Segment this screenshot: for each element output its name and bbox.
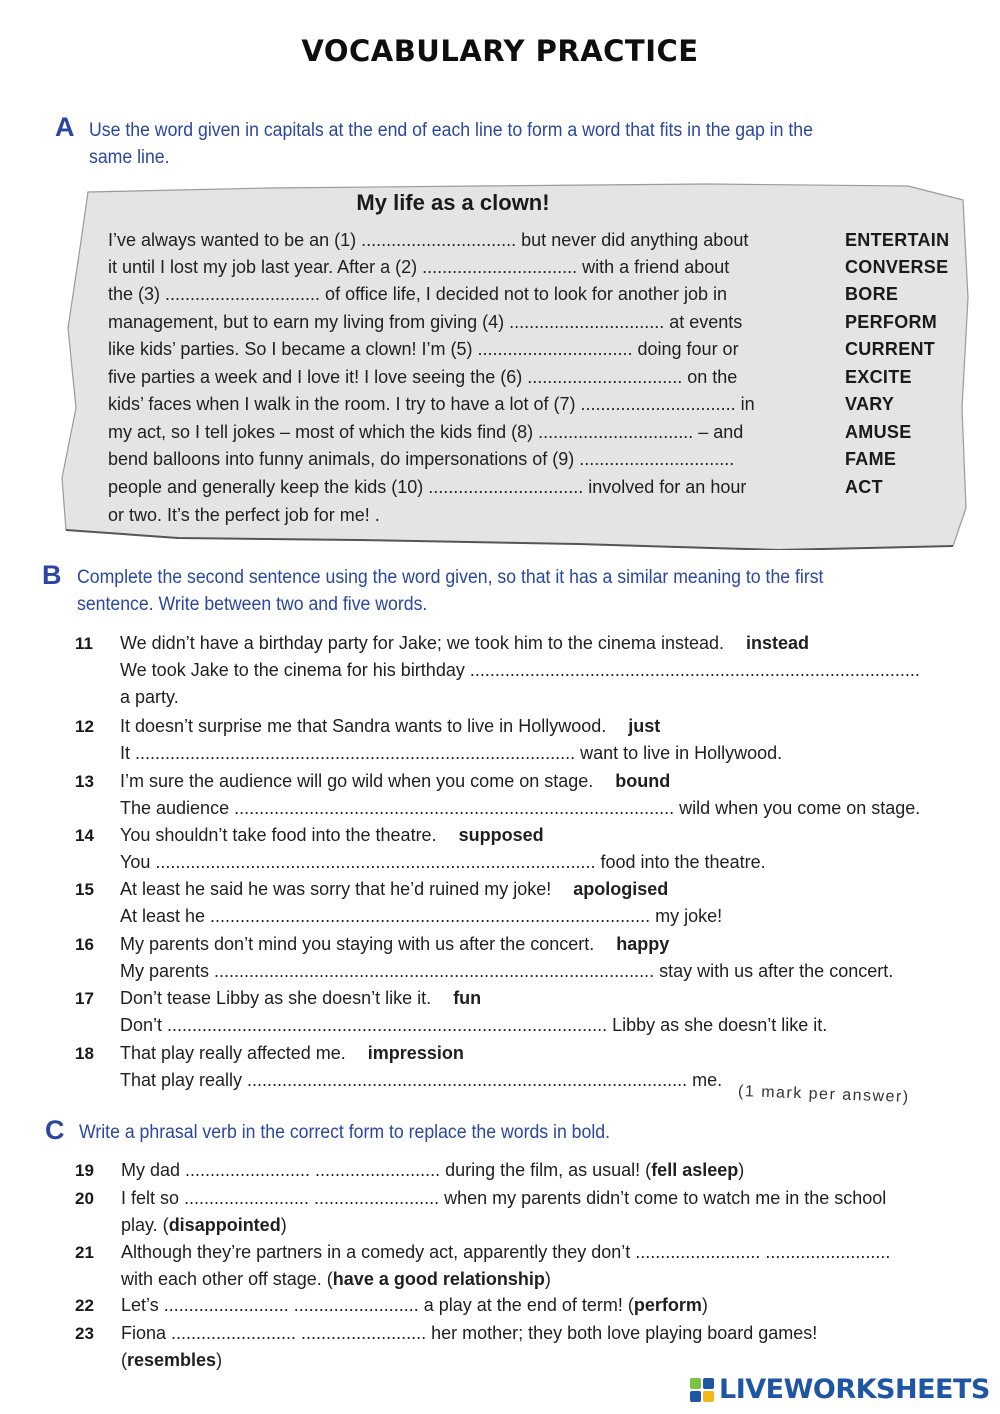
phrasal-verb-sentence-continued <box>121 1215 287 1236</box>
question-number: 14 <box>75 826 94 845</box>
question-number: 11 <box>75 634 93 653</box>
question-number: 13 <box>75 772 94 791</box>
closing-paren: ) <box>738 1160 745 1180</box>
original-sentence-text: It doesn’t surprise me that Sandra wants to live in Hollywood. <box>120 716 607 736</box>
answer-sentence[interactable]: My parents ........................................................................................ stay with us after the concert. <box>120 961 894 981</box>
answer-sentence[interactable]: Don’t ........................................................................................ Libby as she doesn’t like it. <box>120 1015 828 1035</box>
question-number: 23 <box>75 1324 94 1343</box>
key-word: apologised <box>573 879 669 899</box>
key-word: fun <box>453 988 482 1008</box>
original-sentence-text: You shouldn’t take food into the theatre. <box>120 825 437 845</box>
section-a-instruction-line1: Use the word given in capitals at the end of each line to form a word that fits in the gap in the <box>89 120 813 141</box>
sentence-text-continued: ( <box>121 1350 127 1370</box>
question-number: 17 <box>75 989 94 1008</box>
story-line: like kids’ parties. So I became a clown! I’m (5) ............................... doing four or <box>108 339 739 359</box>
question-number: 15 <box>75 880 94 899</box>
answer-sentence[interactable]: At least he ........................................................................................ my joke! <box>120 906 723 926</box>
capital-word: ENTERTAIN <box>845 230 950 250</box>
key-word: bound <box>615 771 671 791</box>
sentence-text-continued: with each other off stage. ( <box>121 1269 333 1289</box>
capital-word: BORE <box>845 284 899 304</box>
sentence-text: My dad ......................... ......................... during the film, as usual! ( <box>121 1160 652 1180</box>
section-c-letter: C <box>45 1115 65 1145</box>
capital-word: CONVERSE <box>845 257 949 277</box>
original-sentence <box>120 934 669 955</box>
answer-sentence[interactable]: The audience ........................................................................................ wild when you come on stage. <box>120 798 921 818</box>
story-line: my act, so I tell jokes – most of which the kids find (8) ............................... – and <box>108 422 744 442</box>
story-line: the (3) ............................... of office life, I decided not to look for another job in <box>108 284 727 304</box>
capital-word: PERFORM <box>845 312 938 332</box>
bold-words: have a good relationship <box>332 1269 545 1289</box>
original-sentence <box>120 1043 464 1064</box>
original-sentence <box>120 879 668 900</box>
story-line: management, but to earn my living from giving (4) ............................... at events <box>108 312 743 332</box>
original-sentence <box>120 825 544 846</box>
story-line: I’ve always wanted to be an (1) ............................... but never did anything about <box>108 230 749 250</box>
section-b-instruction-line1: Complete the second sentence using the word given, so that it has a similar meaning to the first <box>77 567 824 588</box>
closing-paren: ) <box>701 1295 708 1315</box>
bold-words: disappointed <box>168 1215 281 1235</box>
closing-paren: ) <box>216 1350 223 1370</box>
bold-words: perform <box>633 1295 702 1315</box>
capital-word: CURRENT <box>845 339 936 359</box>
sentence-text: Fiona ......................... ......................... her mother; they both love playing board games! <box>121 1323 818 1343</box>
question-number: 21 <box>75 1243 94 1262</box>
question-number: 18 <box>75 1044 94 1063</box>
answer-sentence-continued: a party. <box>120 687 179 707</box>
story-line: kids’ faces when I walk in the room. I try to have a lot of (7) ............................... in <box>108 394 755 414</box>
section-a-letter: A <box>55 112 75 142</box>
original-sentence <box>120 771 670 792</box>
bold-words: fell asleep <box>651 1160 739 1180</box>
sentence-text: I felt so ......................... ......................... when my parents didn’t come to watch me in the school <box>121 1188 887 1208</box>
original-sentence-text: At least he said he was sorry that he’d ruined my joke! <box>120 879 552 899</box>
page-title: VOCABULARY PRACTICE <box>301 34 699 68</box>
story-line: or two. It’s the perfect job for me! . <box>108 505 380 525</box>
sentence-text: Although they’re partners in a comedy act, apparently they don’t ......................... ......................... <box>121 1242 891 1262</box>
original-sentence <box>120 716 660 737</box>
capital-word: AMUSE <box>845 422 912 442</box>
closing-paren: ) <box>280 1215 287 1235</box>
answer-sentence[interactable]: It ........................................................................................ want to live in Hollywood. <box>120 743 783 763</box>
capital-word: VARY <box>845 394 895 414</box>
sentence-text-continued: play. ( <box>121 1215 169 1235</box>
question-number: 22 <box>75 1296 94 1315</box>
marks-note: (1 mark per answer) <box>737 1083 910 1106</box>
answer-sentence[interactable]: You ........................................................................................ food into the theatre. <box>120 852 766 872</box>
key-word: happy <box>616 934 670 954</box>
section-b-letter: B <box>42 560 62 590</box>
key-word: just <box>628 716 661 736</box>
answer-sentence[interactable]: That play really ........................................................................................ me. <box>120 1070 723 1090</box>
closing-paren: ) <box>544 1269 551 1289</box>
original-sentence <box>120 988 481 1009</box>
key-word: instead <box>745 633 810 653</box>
original-sentence-text: My parents don’t mind you staying with us after the concert. <box>120 934 595 954</box>
original-sentence <box>120 633 809 654</box>
section-a-instruction-line2: same line. <box>89 147 170 168</box>
section-c-instruction: Write a phrasal verb in the correct form to replace the words in bold. <box>79 1122 611 1143</box>
phrasal-verb-sentence[interactable] <box>121 1188 886 1209</box>
key-word: impression <box>367 1043 464 1063</box>
original-sentence-text: I’m sure the audience will go wild when you come on stage. <box>120 771 594 791</box>
question-number: 19 <box>75 1161 94 1180</box>
phrasal-verb-sentence[interactable] <box>121 1160 744 1181</box>
capital-word: EXCITE <box>845 367 912 387</box>
liveworksheets-logo-icon <box>690 1378 714 1402</box>
question-number: 16 <box>75 935 94 954</box>
logo-text: LIVEWORKSHEETS <box>719 1374 990 1405</box>
original-sentence-text: Don’t tease Libby as she doesn’t like it. <box>120 988 432 1008</box>
phrasal-verb-sentence[interactable] <box>121 1242 890 1263</box>
phrasal-verb-sentence-continued <box>121 1350 222 1371</box>
story-title: My life as a clown! <box>356 190 550 215</box>
question-number: 20 <box>75 1189 94 1208</box>
key-word: supposed <box>458 825 544 845</box>
capital-word: ACT <box>845 477 883 497</box>
story-line: people and generally keep the kids (10) ............................... involved for an hour <box>108 477 747 497</box>
story-line: bend balloons into funny animals, do impersonations of (9) ............................... <box>108 449 735 469</box>
sentence-text: Let’s ......................... ......................... a play at the end of term! ( <box>121 1295 634 1315</box>
section-b-instruction-line2: sentence. Write between two and five words. <box>77 594 428 615</box>
phrasal-verb-sentence[interactable] <box>121 1295 708 1316</box>
bold-words: resembles <box>127 1350 217 1370</box>
phrasal-verb-sentence-continued <box>121 1269 551 1290</box>
question-number: 12 <box>75 717 94 736</box>
liveworksheets-logo <box>690 1374 990 1406</box>
story-line: it until I lost my job last year. After a (2) ............................... with a friend about <box>108 257 730 277</box>
phrasal-verb-sentence[interactable] <box>121 1323 817 1344</box>
original-sentence-text: We didn’t have a birthday party for Jake; we took him to the cinema instead. <box>120 633 724 653</box>
original-sentence-text: That play really affected me. <box>120 1043 346 1063</box>
capital-word: FAME <box>845 449 897 469</box>
story-line: five parties a week and I love it! I love seeing the (6) ............................... on the <box>108 367 738 387</box>
answer-sentence[interactable]: We took Jake to the cinema for his birthday .......................................................................................... <box>120 660 920 680</box>
